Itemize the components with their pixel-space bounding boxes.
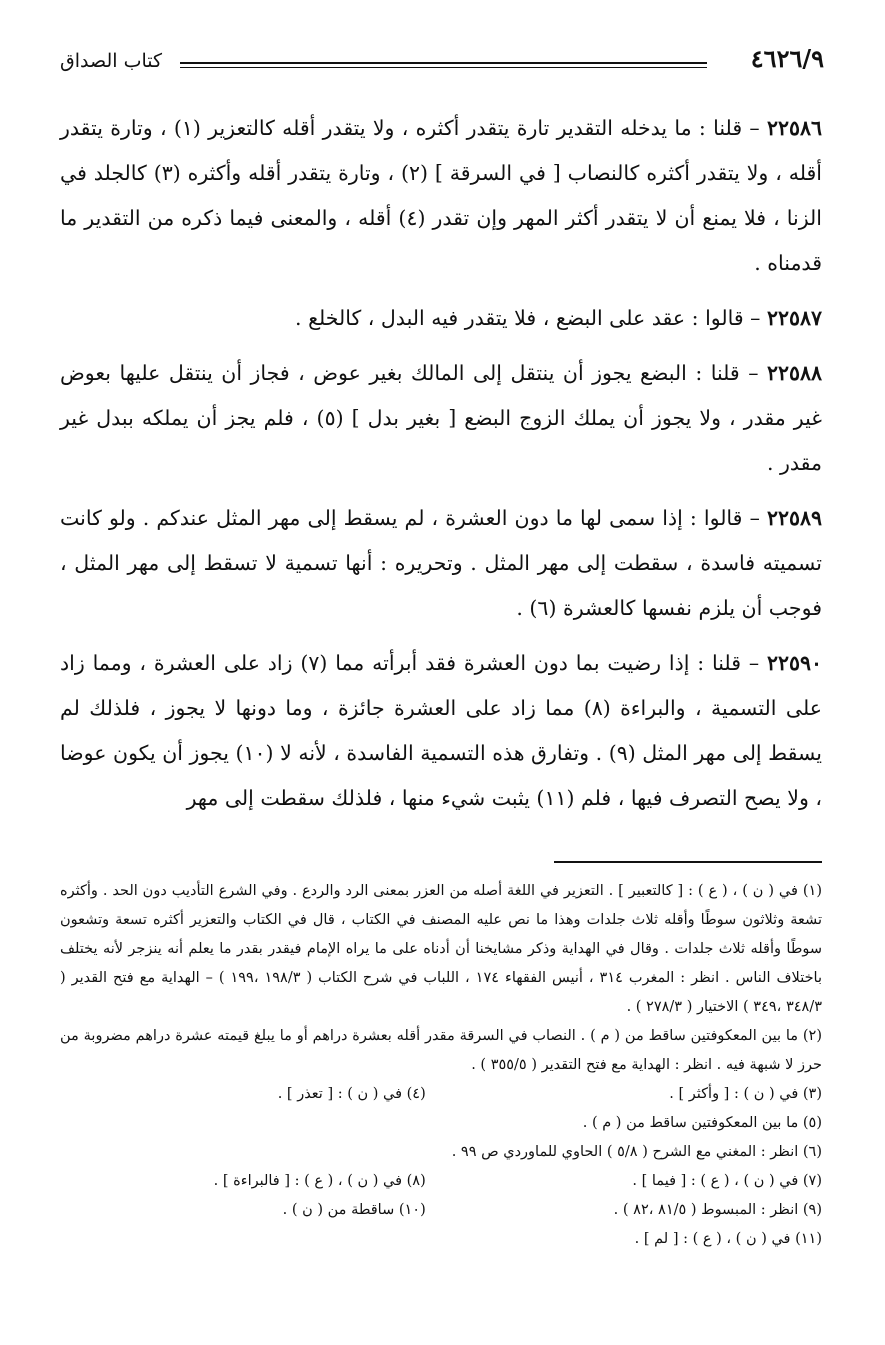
footnote-3: (٣) في ( ن ) : [ وأكثر ] . xyxy=(669,1086,822,1102)
header-rule-thin xyxy=(180,67,707,68)
footnote-2: (٢) ما بين المعكوفتين ساقط من ( م ) . النصاب في السرقة مقدر أقله بعشرة دراهم أو ما يبلغ قيمته عشرة دراهم مضروبة من حرز لا شبهة فيه . انظر : الهداية مع فتح التقدير ( ٣٥٥/٥ ) . xyxy=(60,1028,822,1073)
paragraph-number: ٢٢٥٩٠ xyxy=(766,651,822,675)
footnotes-divider xyxy=(554,861,822,863)
book-title: كتاب الصداق xyxy=(60,50,163,72)
paragraph-22588 xyxy=(60,351,822,486)
footnote-1: (١) في ( ن ) ، ( ع ) : [ كالتعبير ] . التعزير في اللغة أصله من العزر بمعنى الرد والردع . وفي الشرع التأديب دون الحد . وأكثره تشعة وثلاثون سوطًا وأقله ثلاث جلدات وهذا ما نص عليه المصنف في الكتاب ، قال في الكتاب والتعزير أكثره تسعة وتشعون سوطًا وأقله ثلاث جلدات . وقال في الهداية وذكر مشايخنا أن أدناه على ما يراه الإمام فيقدر بقدر ما يعلم أنه ينزجر لأنه يختلف باختلاف الناس . انظر : المغرب ٣١٤ ، أنيس الفقهاء ١٧٤ ، اللباب في شرح الكتاب ( ١٩٨/٣ ،١٩٩ ) – الهداية مع فتح القدير ( ٣٤٨/٣ ،٣٤٩ ) الاختيار ( ٢٧٨/٣ ) . xyxy=(60,883,822,1015)
footnote-10: (١٠) ساقطة من ( ن ) . xyxy=(282,1202,426,1218)
header-rule xyxy=(180,62,707,64)
footnote-5: (٥) ما بين المعكوفتين ساقط من ( م ) . xyxy=(582,1115,822,1131)
footnote-row xyxy=(60,1167,822,1196)
footnote-6: (٦) انظر : المغني مع الشرح ( ٥/٨ ) الحاوي للماوردي ص ٩٩ . xyxy=(451,1144,822,1160)
footnote-row xyxy=(60,1196,822,1225)
paragraph-text: – قلنا : البضع يجوز أن ينتقل إلى المالك بغير عوض ، فجاز أن ينتقل عليها بعوض غير مقدر ، ولا يجوز أن يملك الزوج البضع [ بغير بدل ] (٥) ، فلم يجز أن يملكه ببدل غير مقدر . xyxy=(60,361,822,475)
footnote-9: (٩) انظر : المبسوط ( ٨١/٥ ،٨٢ ) . xyxy=(613,1202,822,1218)
footnote-11: (١١) في ( ن ) ، ( ع ) : [ لم ] . xyxy=(634,1231,822,1247)
page-number: ٤٦٢٦/٩ xyxy=(750,44,824,73)
paragraph-number: ٢٢٥٨٦ xyxy=(766,116,822,140)
footnote-row xyxy=(60,1080,822,1109)
footnote-8: (٨) في ( ن ) ، ( ع ) : [ فالبراءة ] . xyxy=(213,1173,426,1189)
book-page xyxy=(60,40,822,1254)
page-header xyxy=(60,40,822,78)
footnotes xyxy=(60,877,822,1254)
footnote-4: (٤) في ( ن ) : [ تعذر ] . xyxy=(277,1086,426,1102)
paragraph-text: – قلنا : ما يدخله التقدير تارة يتقدر أكثره ، ولا يتقدر أقله كالتعزير (١) ، وتارة يتقدر أقله ، ولا يتقدر أكثره كالنصاب [ في السرقة ] (٢) ، وتارة يتقدر أقله وأكثره (٣) كالجلد في الزنا ، فلا يمنع أن لا يتقدر أكثر المهر وإن تقدر (٤) أقله ، والمعنى فيما ذكره من التقدير ما قدمناه . xyxy=(60,116,822,275)
paragraph-text: – قلنا : إذا رضيت بما دون العشرة فقد أبرأته مما (٧) زاد على العشرة ، ومما زاد على التسمية ، والبراءة (٨) مما زاد على العشرة جائزة ، وما دونها لا يجوز ، فلذلك لم يسقط إلى مهر المثل (٩) . وتفارق هذه التسمية الفاسدة ، لأنه لا (١٠) يجوز أن يكون عوضا ، ولا يصح التصرف فيها ، فلم (١١) يثبت شيء منها ، فلذلك سقطت إلى مهر xyxy=(60,651,822,810)
paragraph-22589 xyxy=(60,496,822,631)
paragraph-number: ٢٢٥٨٧ xyxy=(766,306,822,330)
paragraph-text: – قالوا : إذا سمى لها ما دون العشرة ، لم يسقط إلى مهر المثل عندكم . ولو كانت تسميته فاسدة ، سقطت إلى مهر المثل . وتحريره : أنها تسمية لا تسقط إلى مهر المثل ، فوجب أن يلزم نفسها كالعشرة (٦) . xyxy=(60,506,822,620)
paragraph-number: ٢٢٥٨٨ xyxy=(766,361,822,385)
main-text xyxy=(60,106,822,821)
paragraph-22586 xyxy=(60,106,822,286)
paragraph-number: ٢٢٥٨٩ xyxy=(766,506,822,530)
footnote-7: (٧) في ( ن ) ، ( ع ) : [ فيما ] . xyxy=(632,1173,822,1189)
paragraph-22590 xyxy=(60,641,822,821)
paragraph-22587 xyxy=(60,296,822,341)
paragraph-text: – قالوا : عقد على البضع ، فلا يتقدر فيه البدل ، كالخلع . xyxy=(295,306,767,330)
